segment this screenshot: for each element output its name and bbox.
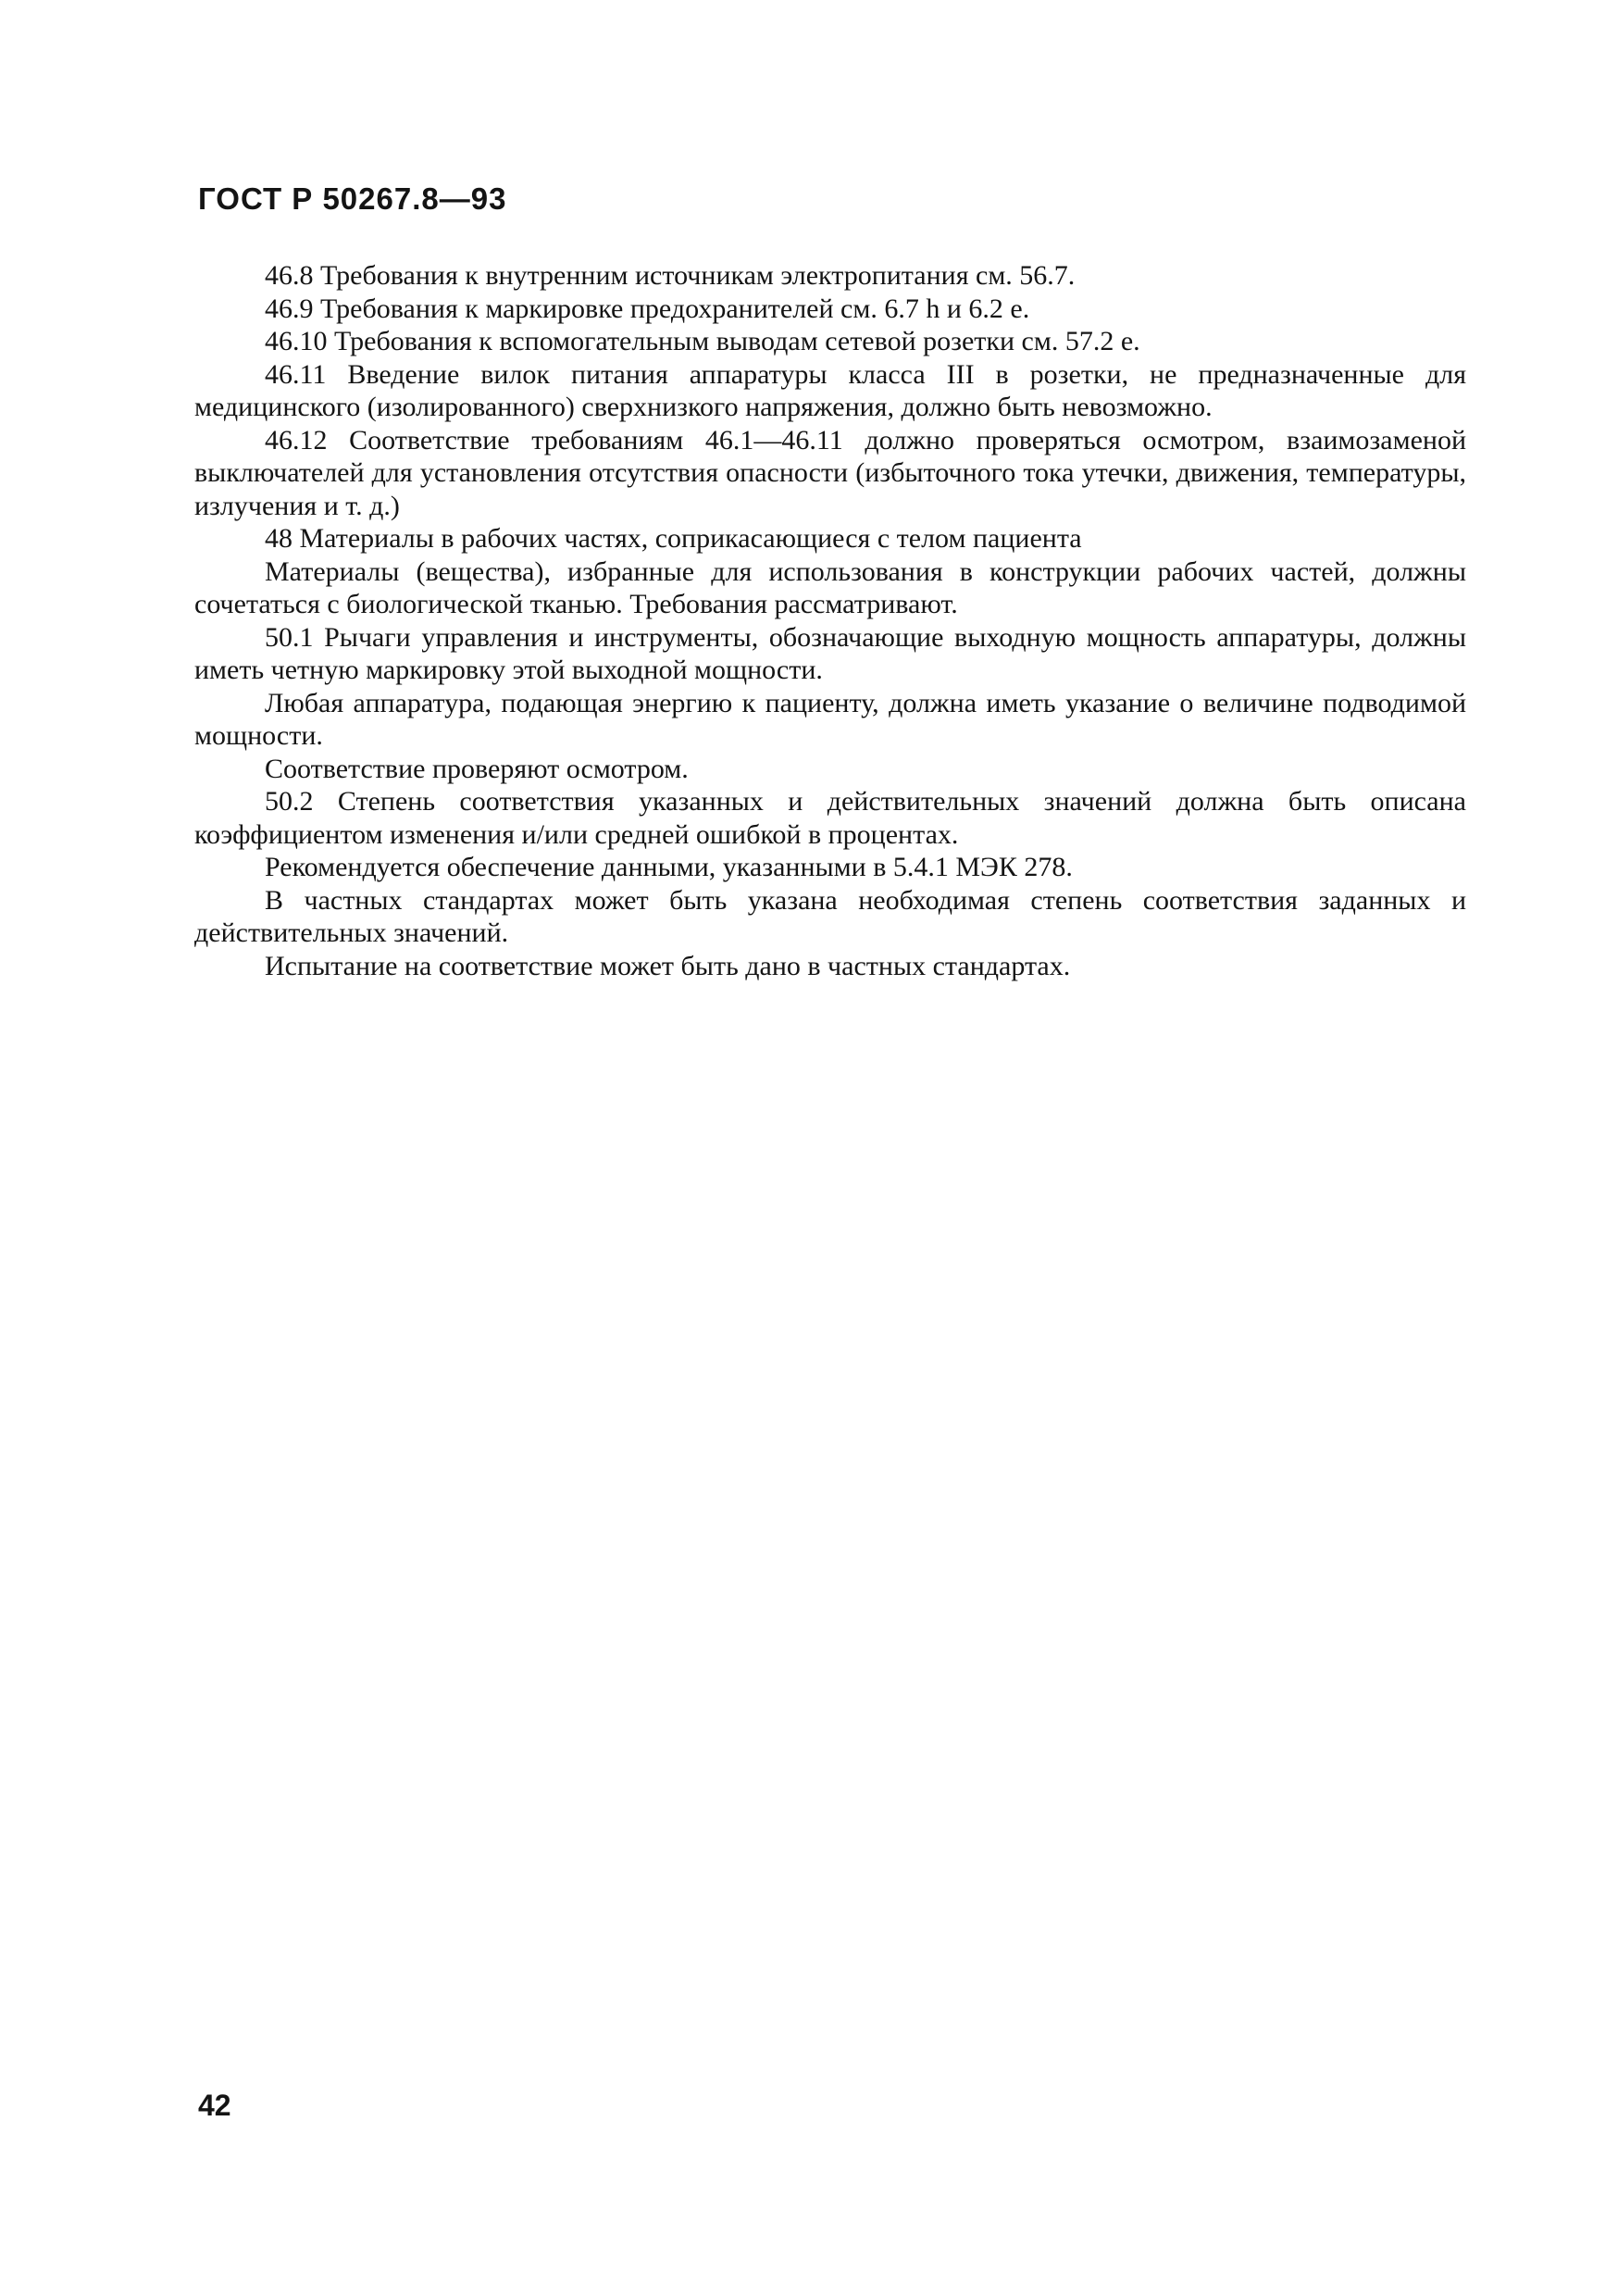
- paragraph-50-2-standards: В частных стандартах может быть указана необходимая степень соответствия заданных и действительных значений.: [194, 884, 1466, 948]
- paragraph-50-1-cont: Любая аппаратура, подающая энергию к пациенту, должна иметь указание о величине подводимой мощности.: [194, 687, 1466, 751]
- paragraph-50-1-check: Соответствие проверяют осмотром.: [265, 753, 689, 784]
- paragraph-46-8: 46.8 Требования к внутренним источникам электропитания см. 56.7.: [265, 260, 1076, 291]
- document-body: [194, 259, 1466, 982]
- paragraph-50-2-test: Испытание на соответствие может быть дано в частных стандартах.: [265, 950, 1071, 981]
- paragraph-46-11: 46.11 Введение вилок питания аппаратуры класса III в розетки, не предназначенные для медицинского (изолированного) сверхнизкого напряжения, должно быть невозможно.: [194, 358, 1466, 422]
- paragraph-50-2: 50.2 Степень соответствия указанных и действительных значений должна быть описана коэффициентом изменения и/или средней ошибкой в процентах.: [194, 786, 1466, 850]
- paragraph-46-10: 46.10 Требования к вспомогательным выводам сетевой розетки см. 57.2 e.: [265, 326, 1140, 356]
- paragraph-46-12: 46.12 Соответствие требованиям 46.1—46.11 должно проверяться осмотром, взаимозаменой выключателей для установления отсутствия опасности (избыточного тока утечки, движения, температуры, излучения и т. д.): [194, 424, 1466, 521]
- paragraph-48-text: Материалы (вещества), избранные для использования в конструкции рабочих частей, должны сочетаться с биологической тканью. Требования рассматривают.: [194, 555, 1466, 619]
- paragraph-46-9: 46.9 Требования к маркировке предохранителей см. 6.7 h и 6.2 e.: [265, 293, 1030, 324]
- document-header: ГОСТ Р 50267.8—93: [198, 181, 507, 216]
- paragraph-50-1: 50.1 Рычаги управления и инструменты, обозначающие выходную мощность аппаратуры, должны иметь четную маркировку этой выходной мощности.: [194, 621, 1466, 685]
- page-number: 42: [198, 2089, 231, 2122]
- paragraph-50-2-recommend: Рекомендуется обеспечение данными, указанными в 5.4.1 МЭК 278.: [265, 852, 1073, 882]
- section-heading-48: 48 Материалы в рабочих частях, соприкасающиеся с телом пациента: [265, 523, 1082, 554]
